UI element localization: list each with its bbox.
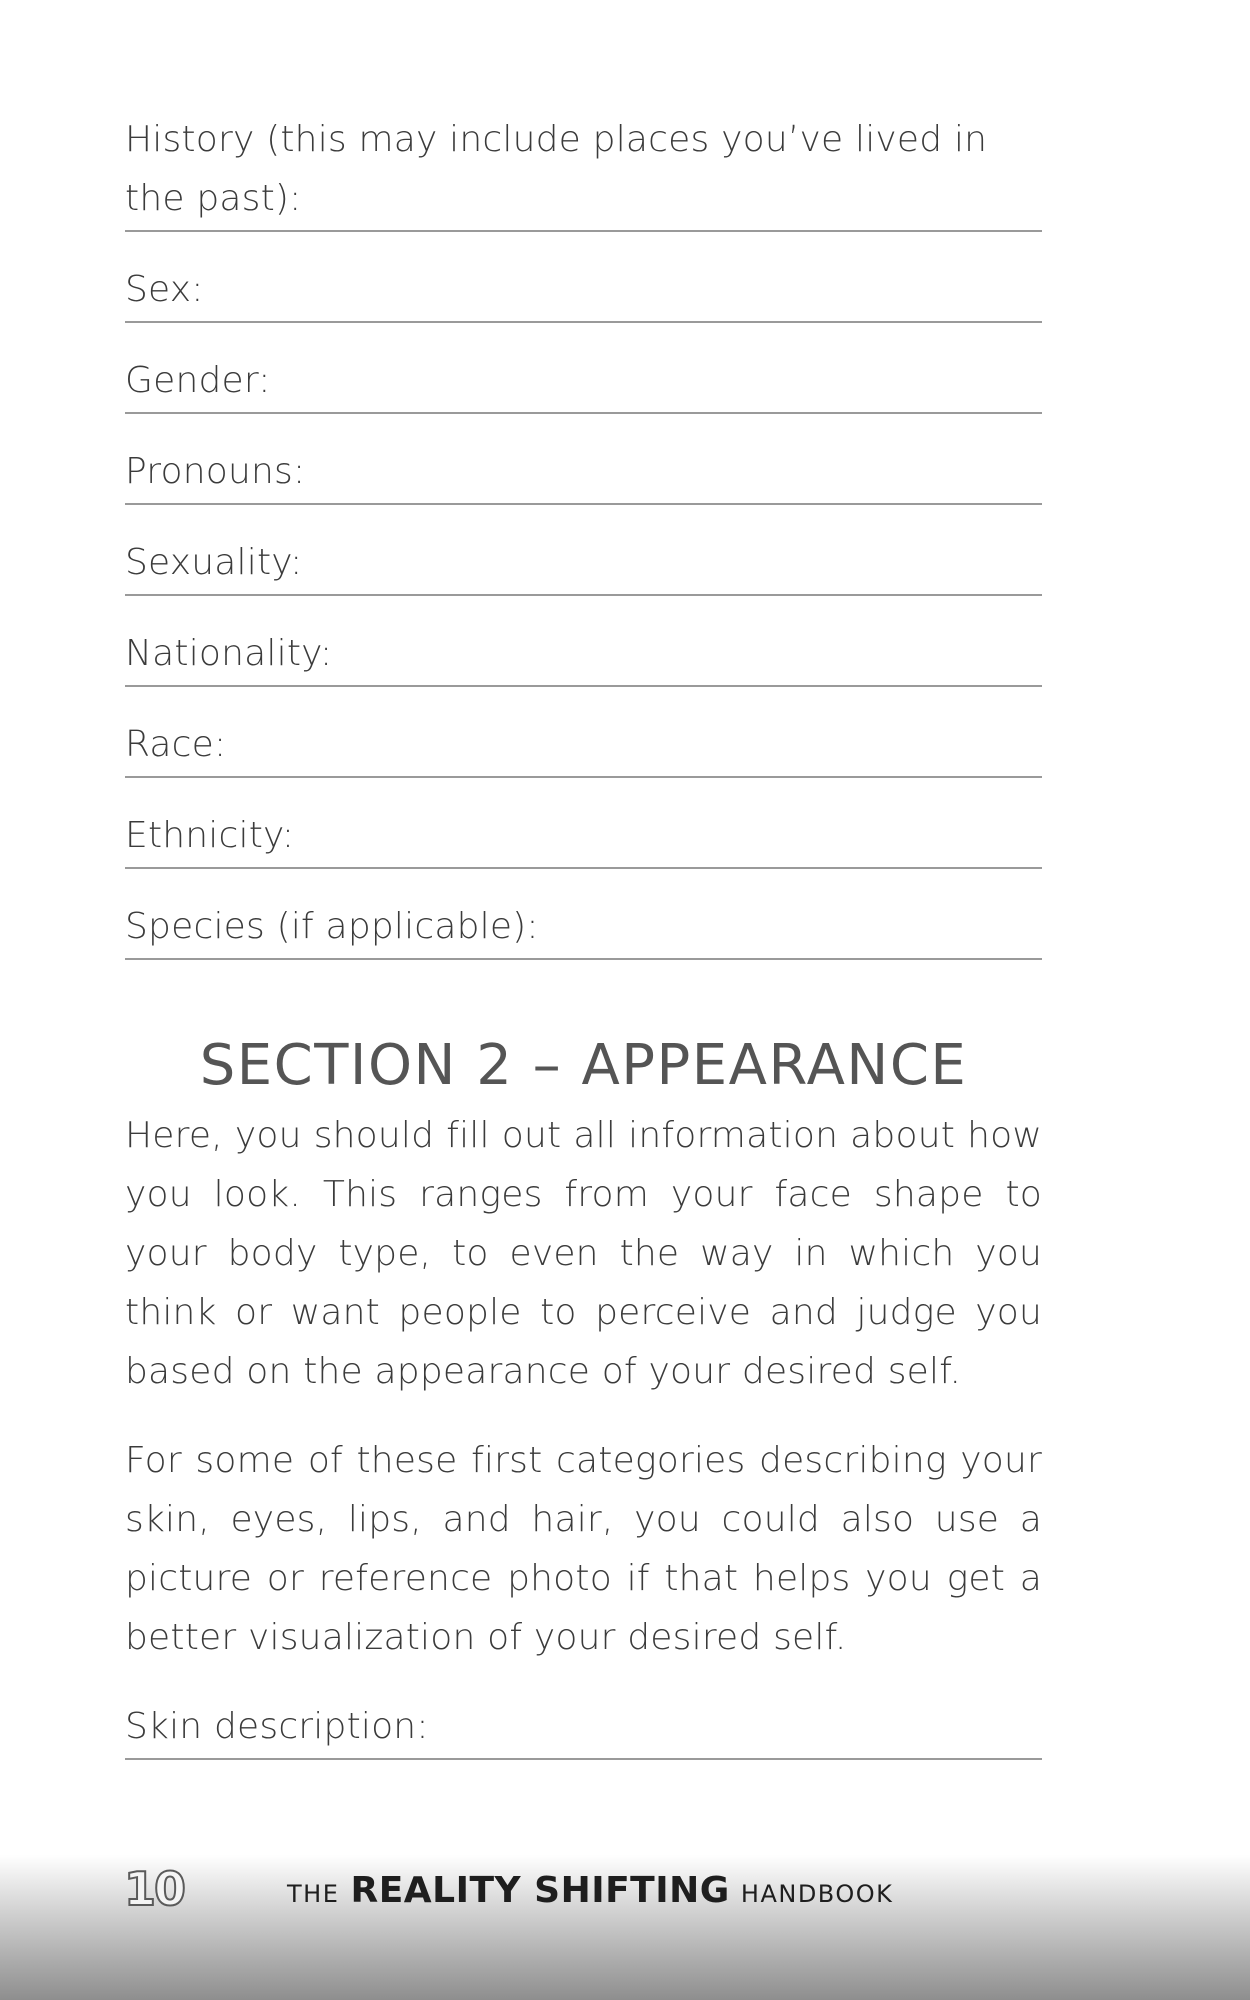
- page-number: 10: [124, 1862, 185, 1916]
- history-label: History (this may include places you’ve lived in the past):: [125, 119, 988, 219]
- ethnicity-label: Ethnicity:: [125, 815, 295, 856]
- sexuality-field[interactable]: [125, 533, 1042, 596]
- gender-field[interactable]: [125, 351, 1042, 414]
- species-field[interactable]: [125, 897, 1042, 960]
- ethnicity-field[interactable]: [125, 806, 1042, 869]
- gender-label: Gender:: [125, 360, 271, 401]
- sex-field[interactable]: [125, 260, 1042, 323]
- skin-description-label: Skin description:: [125, 1706, 429, 1747]
- history-field[interactable]: [125, 110, 1042, 232]
- pronouns-field[interactable]: [125, 442, 1042, 505]
- page-content: [125, 0, 1042, 1760]
- skin-description-field[interactable]: [125, 1697, 1042, 1760]
- running-title-prefix: THE: [287, 1880, 340, 1908]
- nationality-label: Nationality:: [125, 633, 333, 674]
- race-field[interactable]: [125, 715, 1042, 778]
- section-title: SECTION 2 – APPEARANCE: [199, 1033, 968, 1098]
- section-paragraph-1: Here, you should fill out all information about how you look. This ranges from your face shape to your body type, to even the way in which you think or want people to perceive and judge you based on the appearance of your desired self.: [125, 1115, 1042, 1392]
- sex-label: Sex:: [125, 269, 204, 310]
- running-title-main: REALITY SHIFTING: [350, 1870, 730, 1911]
- species-label: Species (if applicable):: [125, 906, 539, 947]
- nationality-field[interactable]: [125, 624, 1042, 687]
- running-title: [287, 1870, 893, 1911]
- sexuality-label: Sexuality:: [125, 542, 303, 583]
- running-title-suffix: HANDBOOK: [740, 1880, 894, 1908]
- race-label: Race:: [125, 724, 227, 765]
- pronouns-label: Pronouns:: [125, 451, 306, 492]
- section-paragraph-2: For some of these first categories describing your skin, eyes, lips, and hair, you could also use a picture or reference photo if that helps you get a better visualization of your desired self.: [125, 1440, 1042, 1658]
